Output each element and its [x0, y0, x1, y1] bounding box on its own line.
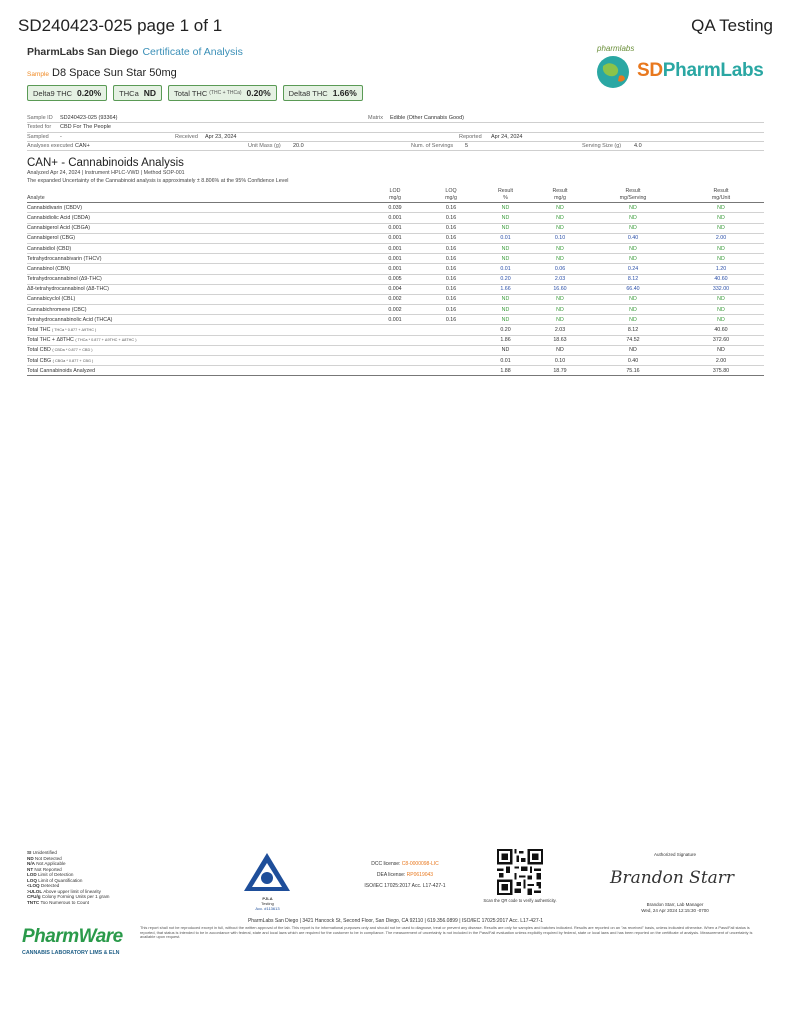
table-cell: ND	[588, 203, 678, 213]
legend-item: <LOQ Detected	[27, 883, 60, 888]
table-cell: 0.004	[367, 284, 423, 294]
table-cell	[423, 366, 479, 376]
uncertainty-note: The expanded Uncertainty of the Cannabinoid analysis is approximately ± 8.806% at the 95% Confidence Level	[27, 178, 289, 184]
table-row	[27, 294, 764, 304]
legend-item: NT Not Reported	[27, 866, 62, 872]
num-servings: 5	[465, 142, 469, 149]
table-cell: ND	[588, 305, 678, 315]
table-cell: Cannabidivarin (CBDV)	[27, 203, 367, 213]
table-cell: 0.01	[479, 356, 532, 366]
table-row	[27, 284, 764, 294]
table-row	[27, 233, 764, 243]
table-cell: 0.06	[532, 264, 588, 274]
table-cell: ND	[479, 315, 532, 325]
analysis-details: Analyzed Apr 24, 2024 | Instrument HPLC-VWD | Method SOP-001	[27, 170, 185, 176]
table-cell: ND	[479, 294, 532, 304]
table-cell: 40.60	[678, 325, 764, 335]
table-cell: 0.001	[367, 315, 423, 325]
table-cell: 1.20	[678, 264, 764, 274]
table-cell: 2.03	[532, 274, 588, 284]
table-cell	[367, 356, 423, 366]
table-cell: 0.001	[367, 264, 423, 274]
legend-item: ND Not Detected	[27, 855, 62, 861]
pharmware-logo	[22, 926, 122, 962]
table-cell: 1.66	[479, 284, 532, 294]
dcc-license: C8-0000098-LIC	[401, 861, 439, 867]
document-id: SD240423-025 page 1 of 1	[18, 16, 223, 35]
table-cell: ND	[678, 315, 764, 325]
coa-label: Certificate of Analysis	[142, 46, 243, 58]
table-cell: 1.88	[479, 366, 532, 376]
qr-caption: Scan the QR code to verify authenticity.	[483, 898, 557, 903]
table-cell: 0.005	[367, 274, 423, 284]
table-cell: ND	[678, 213, 764, 223]
matrix: Edible (Other Cannabis Good)	[390, 115, 464, 121]
table-cell: ND	[532, 315, 588, 325]
total-row	[27, 335, 764, 345]
table-cell: ND	[532, 213, 588, 223]
table-cell: ND	[479, 254, 532, 264]
table-cell: 0.20	[479, 325, 532, 335]
total-row	[27, 366, 764, 376]
table-cell: ND	[678, 305, 764, 315]
pjla-accreditation-logo	[240, 851, 295, 911]
table-cell: 74.52	[588, 335, 678, 345]
total-name: Total THC + Δ8THC ( THCa * 0.877 + Δ9THC + Δ8THC )	[27, 335, 367, 345]
table-cell: 0.16	[423, 233, 479, 243]
column-header: Result mg/Serving	[588, 187, 678, 203]
table-cell	[423, 335, 479, 345]
total-row	[27, 345, 764, 355]
tested-for: CBD For The People	[60, 124, 111, 131]
table-cell: Tetrahydrocannabivarin (THCV)	[27, 254, 367, 264]
column-header: Result mg/Unit	[678, 187, 764, 203]
table-cell: ND	[532, 203, 588, 213]
table-cell: 0.001	[367, 223, 423, 233]
table-cell: 0.16	[423, 223, 479, 233]
table-cell: Cannabigerol Acid (CBGA)	[27, 223, 367, 233]
table-cell: ND	[479, 243, 532, 253]
table-cell: 372.60	[678, 335, 764, 345]
table-cell: 332.00	[678, 284, 764, 294]
table-cell: ND	[588, 345, 678, 355]
table-cell: ND	[678, 243, 764, 253]
table-cell: 0.40	[588, 233, 678, 243]
lab-address: PharmLabs San Diego | 3421 Hancock St, Second Floor, San Diego, CA 92110 | 619.356.0899 | ISO/IEC 17025:2017 Acc. L17-427-1	[247, 918, 544, 924]
table-cell: 18.63	[532, 335, 588, 345]
table-cell	[423, 356, 479, 366]
table-cell: 0.16	[423, 305, 479, 315]
sample-id: SD240423-025 (93364)	[60, 115, 118, 121]
table-cell: ND	[479, 345, 532, 355]
total-name: Total CBG ( CBGa * 0.877 + CBG )	[27, 356, 367, 366]
table-cell: Cannabinol (CBN)	[27, 264, 367, 274]
summary-badges	[27, 85, 363, 101]
table-cell: ND	[588, 213, 678, 223]
table-cell: Cannabidiolic Acid (CBDA)	[27, 213, 367, 223]
table-cell: ND	[678, 294, 764, 304]
table-cell: Δ8-tetrahydrocannabinol (Δ8-THC)	[27, 284, 367, 294]
table-cell: 0.16	[423, 315, 479, 325]
legend-item: N/A Not Applicable	[27, 861, 66, 866]
iso-accreditation: ISO/IEC 17025:2017 Acc. L17-427-1	[364, 883, 446, 889]
abbreviation-legend	[27, 850, 109, 905]
handwritten-signature: Brandon Starr	[610, 868, 735, 888]
table-row	[27, 315, 764, 325]
table-cell: 375.80	[678, 366, 764, 376]
table-cell: 0.16	[423, 213, 479, 223]
pharmware-name: PharmWare	[22, 926, 123, 947]
logo-arc-text: pharmlabs	[597, 44, 635, 53]
received-date: Apr 23, 2024	[205, 133, 237, 140]
table-row	[27, 203, 764, 213]
total-row	[27, 325, 764, 335]
legend-item: TNTC Too Numerous to Count	[27, 899, 89, 905]
table-cell	[367, 335, 423, 345]
table-cell: ND	[532, 305, 588, 315]
table-cell: 0.16	[423, 203, 479, 213]
table-cell: 0.002	[367, 305, 423, 315]
column-header: Analyte	[27, 187, 367, 203]
table-cell: 0.039	[367, 203, 423, 213]
qr-code-icon[interactable]	[497, 849, 543, 895]
reported-date: Apr 24, 2024	[491, 133, 523, 140]
legend-item: LOQ Limit of Quantification	[27, 877, 83, 883]
badge-total-thc: Total THC (THC + THCa) 0.20%	[168, 85, 277, 101]
cannabinoids-table	[27, 187, 764, 376]
table-cell: ND	[532, 294, 588, 304]
table-cell: 0.001	[367, 233, 423, 243]
lab-name	[27, 46, 243, 58]
table-cell: ND	[588, 315, 678, 325]
table-cell	[423, 325, 479, 335]
table-row	[27, 243, 764, 253]
badge-thca: THCa ND	[113, 85, 162, 101]
pharmware-tagline: CANNABIS LABORATORY LIMS & ELN	[22, 950, 120, 956]
license-info: DCC license: C8-0000098-LIC DEA license: RP0619043 ISO/IEC 17025:2017 Acc. L17-427-1	[345, 859, 465, 892]
pjla-acc: Acc. #113613	[255, 905, 280, 911]
table-cell: 0.16	[423, 254, 479, 264]
table-cell	[367, 366, 423, 376]
table-cell: 0.001	[367, 254, 423, 264]
table-cell: 0.10	[532, 233, 588, 243]
signer-name: Brandon Starr, Lab Manager	[646, 902, 704, 907]
table-cell: ND	[678, 254, 764, 264]
column-header: Result mg/g	[532, 187, 588, 203]
table-cell: Tetrahydrocannabinolic Acid (THCA)	[27, 315, 367, 325]
table-cell: Tetrahydrocannabinol (Δ9-THC)	[27, 274, 367, 284]
table-cell: ND	[588, 243, 678, 253]
total-row	[27, 356, 764, 366]
column-header: Result %	[479, 187, 532, 203]
table-row	[27, 274, 764, 284]
table-cell: Cannabichromene (CBC)	[27, 305, 367, 315]
table-cell: ND	[588, 294, 678, 304]
table-cell: ND	[532, 243, 588, 253]
column-header: LOQ mg/g	[423, 187, 479, 203]
table-cell: ND	[479, 305, 532, 315]
table-cell: 0.20	[479, 274, 532, 284]
pjla-testing: Testing	[261, 900, 274, 906]
table-cell: Cannabidiol (CBD)	[27, 243, 367, 253]
table-cell	[367, 325, 423, 335]
table-cell	[423, 345, 479, 355]
sample-line	[27, 67, 177, 79]
total-name: Total Cannabinoids Analyzed	[27, 366, 367, 376]
unit-mass: 20.0	[293, 142, 304, 149]
total-name: Total THC ( THCa * 0.877 + Δ9THC )	[27, 325, 367, 335]
table-cell: 0.10	[532, 356, 588, 366]
logo-text: SDPharmLabs	[637, 60, 764, 81]
table-cell: ND	[588, 254, 678, 264]
table-cell: 0.001	[367, 213, 423, 223]
table-cell: 16.60	[532, 284, 588, 294]
table-cell: ND	[678, 345, 764, 355]
authorized-signature-label: Authorized Signature	[653, 852, 697, 857]
legend-item: CFU/g Colony Forming Units per 1 gram	[27, 894, 110, 899]
section-title: CAN+ - Cannabinoids Analysis	[27, 157, 184, 169]
table-cell: Cannabicyclol (CBL)	[27, 294, 367, 304]
legend-item: >ULOL Above upper limit of linearity	[27, 888, 101, 894]
table-cell: ND	[532, 254, 588, 264]
table-cell: 1.86	[479, 335, 532, 345]
table-row	[27, 254, 764, 264]
table-cell: 8.12	[588, 274, 678, 284]
globe-icon	[593, 52, 633, 92]
table-row	[27, 264, 764, 274]
sample-info: Sample ID SD240423-025 (93364) Matrix Edible (Other Cannabis Good) Tested for CBD For The People Sampled - Received Apr 23, 2024 Reported Apr 24, 2024 Analyses executed CAN+ Unit Mass (g) 20.0 Num. of Servings 5 Serving Size (g) 4.0	[27, 114, 764, 151]
pjla-triangle-icon	[240, 851, 295, 895]
analyses-executed: CAN+	[75, 142, 90, 149]
table-cell: 0.16	[423, 284, 479, 294]
table-cell: 2.00	[678, 233, 764, 243]
sample-tag: Sample	[27, 71, 50, 78]
table-cell: 8.12	[588, 325, 678, 335]
dea-license: RP0619043	[406, 872, 434, 878]
table-cell: 75.16	[588, 366, 678, 376]
legend-item: SI Unidentified	[27, 850, 57, 855]
legend-item: LOD Limit of Detection	[27, 872, 74, 877]
badge-delta8-thc: Delta8 THC 1.66%	[283, 85, 363, 101]
signer-date: Wed, 24 Apr 2024 12:15:30 -0700	[641, 908, 709, 913]
table-cell: Cannabigerol (CBG)	[27, 233, 367, 243]
table-cell: 0.001	[367, 243, 423, 253]
table-cell: ND	[479, 213, 532, 223]
table-cell: 0.01	[479, 233, 532, 243]
table-cell: 0.16	[423, 274, 479, 284]
table-cell: 0.16	[423, 264, 479, 274]
sampled: -	[60, 133, 62, 140]
table-cell: 40.60	[678, 274, 764, 284]
table-cell: 0.16	[423, 243, 479, 253]
table-cell	[367, 345, 423, 355]
table-cell: 0.002	[367, 294, 423, 304]
qa-testing-label: QA Testing	[691, 16, 773, 35]
signer-block	[620, 902, 730, 914]
table-cell: 0.40	[588, 356, 678, 366]
table-cell: ND	[532, 345, 588, 355]
table-cell: ND	[588, 223, 678, 233]
table-cell: 0.24	[588, 264, 678, 274]
table-cell: 0.01	[479, 264, 532, 274]
table-cell: 18.79	[532, 366, 588, 376]
pjla-name: PJLA	[262, 896, 273, 901]
total-name: Total CBD ( CBDa * 0.877 + CBD )	[27, 345, 367, 355]
lab-name-text: PharmLabs San Diego	[27, 46, 139, 58]
table-cell: 0.16	[423, 294, 479, 304]
table-cell: ND	[532, 223, 588, 233]
table-cell: 2.00	[678, 356, 764, 366]
serving-size: 4.0	[634, 142, 642, 149]
disclaimer-text: This report shall not be reproduced except in full, without the written approval of the lab. This report is for informational purposes only and should not be used to diagnose, treat or prevent any disease. Results are only for samples and batches indicated. Results are reported on an "as received" basis, unless indicated otherwise. When a Pass/Fail status is reported, that status is intended to be in accordance with federal, state and local laws which are required for the customer to be in compliance. The measurement of uncertainty is not included in the Pass/Fail evaluation unless explicitly required by federal, state or local laws and has been reported on the certificate of analysis. Measurement of uncertainty is available upon request.	[140, 925, 753, 940]
table-cell: 66.40	[588, 284, 678, 294]
table-row	[27, 305, 764, 315]
table-cell: ND	[678, 223, 764, 233]
sample-name: D8 Space Sun Star 50mg	[52, 67, 177, 79]
badge-delta9-thc: Delta9 THC 0.20%	[27, 85, 107, 101]
column-header: LOD mg/g	[367, 187, 423, 203]
table-row	[27, 213, 764, 223]
table-cell: 2.03	[532, 325, 588, 335]
table-cell: ND	[678, 203, 764, 213]
table-cell: ND	[479, 223, 532, 233]
sdpharmlabs-logo	[593, 44, 763, 94]
table-cell: ND	[479, 203, 532, 213]
table-row	[27, 223, 764, 233]
